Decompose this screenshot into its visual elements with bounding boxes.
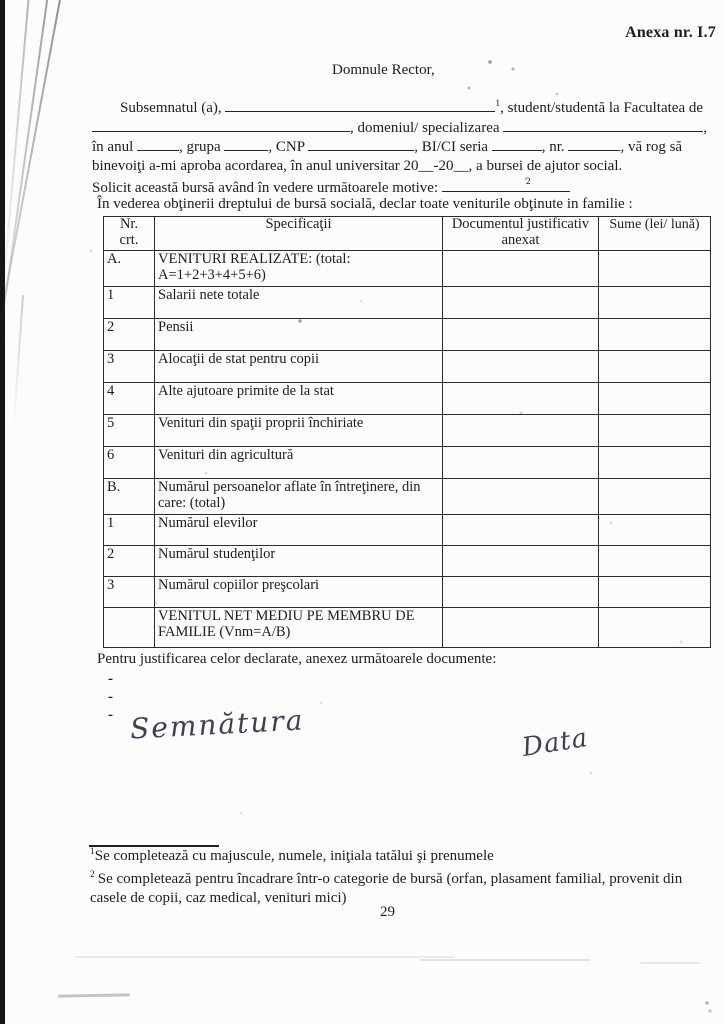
line2-end-comma: , [703, 119, 708, 136]
footnote-1-marker: 1 [495, 99, 501, 109]
row-number: 6 [104, 447, 155, 479]
blank-group-field [224, 137, 268, 151]
cnp-label: , CNP [268, 139, 305, 156]
table-row [104, 577, 711, 608]
form-line-3 [92, 137, 718, 157]
footnote-1-text: Se completează cu majuscule, numele, iniţiala tatălui şi prenumele [94, 848, 494, 864]
scan-artifact [0, 0, 48, 420]
salutation: Domnule Rector, [332, 62, 435, 78]
row-number: 3 [104, 577, 155, 608]
table-row [104, 515, 711, 546]
col-header-nr-crt [104, 217, 155, 251]
empty-cell [599, 319, 711, 351]
scan-artifact [0, 0, 2, 2]
handwritten-date-label: Data [520, 722, 591, 764]
empty-cell [599, 479, 711, 515]
row-number: 2 [104, 319, 155, 351]
form-line-5 [92, 175, 718, 198]
footnote-1-marker: 1 [90, 847, 95, 857]
col-header-document [443, 217, 599, 251]
id-series-label: , BI/CI seria [414, 139, 489, 156]
row-number: 3 [104, 351, 155, 383]
blank-year-field [137, 137, 179, 151]
empty-cell [443, 415, 599, 447]
table-row [104, 251, 711, 287]
scan-artifact [420, 959, 590, 961]
scan-artifact [58, 993, 130, 997]
empty-cell [443, 251, 599, 287]
footnote-2 [90, 866, 702, 908]
scan-artifact [13, 295, 24, 430]
empty-cell [599, 351, 711, 383]
form-line-2 [92, 118, 718, 138]
empty-cell [599, 577, 711, 608]
row-number: A. [104, 251, 155, 287]
row-label: Numărul studenţilor [155, 546, 443, 577]
year-label: în anul [92, 139, 134, 156]
blank-cnp-field [308, 137, 414, 151]
handwritten-signature-label: Semnătura [129, 703, 306, 746]
table-row [104, 479, 711, 515]
row-label: Numărul persoanelor aflate în întreţinere, din care: (total) [155, 479, 443, 515]
empty-cell [443, 608, 599, 648]
empty-cell [599, 383, 711, 415]
table-row [104, 319, 711, 351]
blank-id-series-field [492, 137, 542, 151]
scan-edge-strip [0, 0, 5, 1024]
bullet-dash: - [108, 689, 113, 705]
scan-artifact [640, 962, 700, 964]
line2-mid: , domeniul/ specializarea [350, 119, 500, 136]
bullet-dash: - [108, 671, 113, 687]
row-label: Numărul copiilor preşcolari [155, 577, 443, 608]
intro-paragraph [92, 95, 718, 198]
empty-cell [443, 319, 599, 351]
empty-cell [443, 287, 599, 319]
page-number: 29 [380, 904, 395, 920]
income-table [103, 216, 711, 648]
anexat-label: anexat [501, 231, 540, 248]
group-label: , grupa [179, 139, 221, 156]
row-number: 1 [104, 287, 155, 319]
blank-id-number-field [568, 137, 620, 151]
declaration-line: În vederea obţinerii dreptului de bursă socială, declar toate veniturile obţinute in familie : [97, 196, 633, 212]
id-number-label: , nr. [541, 139, 565, 156]
row-label: Venituri din agricultură [155, 447, 443, 479]
footnote-1 [90, 847, 494, 865]
table-header-row [104, 217, 711, 251]
col-header-sume: Sume (lei/ lună) [599, 217, 711, 251]
empty-cell [599, 287, 711, 319]
row-number: 4 [104, 383, 155, 415]
table-row [104, 383, 711, 415]
blank-motives-field [442, 178, 570, 192]
empty-cell [443, 546, 599, 577]
empty-cell [443, 515, 599, 546]
blank-faculty-field [92, 118, 350, 132]
row-label: Numărul elevilor [155, 515, 443, 546]
table-row [104, 351, 711, 383]
footnote-2-marker: 2 [90, 870, 95, 880]
row-number [104, 608, 155, 648]
footnote-2-marker: 2 [525, 177, 531, 188]
blank-domain-field [503, 118, 703, 132]
justification-intro: Pentru justificarea celor declarate, anexez următoarele documente: [97, 651, 497, 667]
annex-label: Anexa nr. I.7 [625, 24, 716, 41]
row-number: 5 [104, 415, 155, 447]
empty-cell [443, 351, 599, 383]
table-row [104, 546, 711, 577]
empty-cell [599, 415, 711, 447]
table-row [104, 287, 711, 319]
row-label: VENITURI REALIZATE: (total: A=1+2+3+4+5+6) [155, 251, 443, 287]
row-label: Alocaţii de stat pentru copii [155, 351, 443, 383]
row-label: Venituri din spaţii proprii închiriate [155, 415, 443, 447]
row-label: VENITUL NET MEDIU PE MEMBRU DE FAMILIE (Vnm=A/B) [155, 608, 443, 648]
row-number: 1 [104, 515, 155, 546]
empty-cell [599, 251, 711, 287]
empty-cell [599, 608, 711, 648]
table-row [104, 415, 711, 447]
blank-name-field [225, 98, 495, 112]
col-header-specificatii: Specificaţii [155, 217, 443, 251]
table-row [104, 447, 711, 479]
row-number: B. [104, 479, 155, 515]
row-number: 2 [104, 546, 155, 577]
table-row [104, 608, 711, 648]
empty-cell [443, 577, 599, 608]
footnote-2-text: Se completează pentru încadrare într-o categorie de bursă (orfan, plasament familial, provenit din casele de copii, caz medical, venituri mici) [90, 871, 683, 906]
row-label: Alte ajutoare primite de la stat [155, 383, 443, 415]
empty-cell [443, 479, 599, 515]
empty-cell [599, 515, 711, 546]
line1-suffix: , student/studentă la Facultatea de [500, 100, 704, 116]
empty-cell [443, 447, 599, 479]
form-line-4: binevoiţi a-mi aproba acordarea, în anul universitar 20__-20__, a bursei de ajutor social. [92, 157, 623, 174]
row-label: Pensii [155, 319, 443, 351]
empty-cell [599, 546, 711, 577]
row-label: Salarii nete totale [155, 287, 443, 319]
motives-label: Solicit această bursă având în vedere următoarele motive: [92, 180, 439, 197]
crt-label: crt. [119, 231, 139, 248]
document-label: Documentul justificativ [451, 216, 590, 232]
line3-suffix: , vă rog să [620, 139, 683, 156]
scan-artifact [75, 956, 455, 958]
line1-prefix: Subsemnatul (a), [120, 100, 222, 116]
nr-label: Nr. [119, 216, 139, 232]
bullet-dash: - [108, 707, 113, 723]
form-line-1 [92, 95, 718, 118]
empty-cell [443, 383, 599, 415]
empty-cell [599, 447, 711, 479]
